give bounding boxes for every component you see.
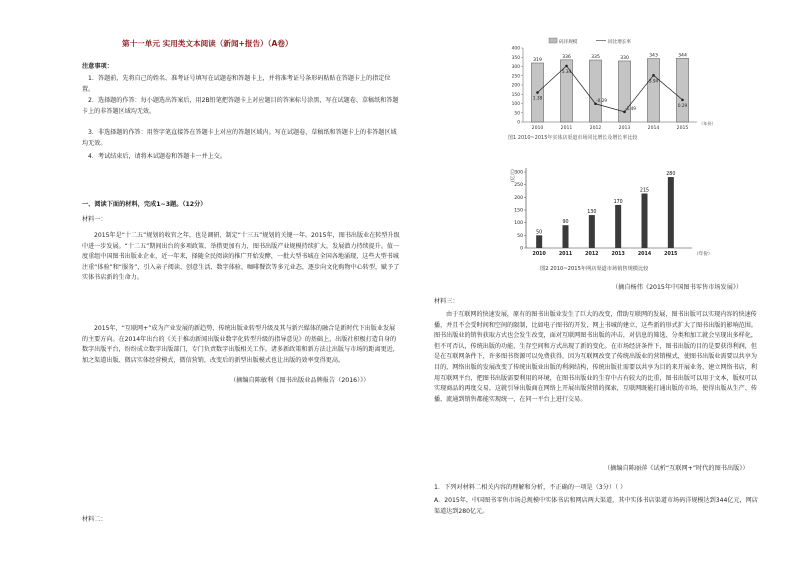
legend-swatch-bars — [549, 38, 557, 43]
y-tick-label: 200 — [514, 195, 523, 201]
y-tick-label: 200 — [511, 83, 520, 89]
y-tick-label: 400 — [511, 46, 520, 52]
bar-online-store — [589, 215, 595, 248]
material1-source: （摘编自陈敏利《图书出版业品牌报告（2016）》） — [230, 377, 370, 384]
question-1: 1．下列对材料二相关内容的理解和分析，不正确的一项是（3分）（ ） — [434, 484, 627, 491]
y-tick-label: 150 — [514, 208, 523, 214]
x-tick-label: 2012 — [585, 252, 599, 257]
bar-value-label: 215 — [639, 188, 650, 194]
x-axis-label: （年份） — [694, 252, 713, 257]
notice-3: 3．非选择题的作答：用签字笔直接答在答题卡上对应的答题区域内。写在试题卷、草稿纸和答题卡上的非答题区域均无效。 — [82, 129, 397, 147]
bar-value-label: 319 — [533, 57, 542, 63]
y-tick-label: 50 — [514, 111, 520, 117]
legend-label-bars: 码洋规模 — [559, 40, 578, 45]
chart-2-online-store — [504, 162, 714, 262]
question-1-option-a: A．2015年，中国图书零售市场总规模中实体书店和网店两大渠道，其中实体书店渠道市场码洋规模达到344亿元，网店渠道达到280亿元。 — [434, 497, 758, 515]
material2-source: （摘自杨伟《2015年中国图书零售市场发展》） — [612, 284, 743, 291]
material2-label: 材料二： — [82, 516, 107, 523]
growth-rate-label: 0.29 — [677, 102, 688, 108]
x-tick-label: 2013 — [611, 252, 625, 257]
growth-rate-point — [536, 91, 539, 94]
y-tick-label: 0 — [520, 246, 523, 252]
bar-online-store — [615, 205, 621, 248]
x-tick-label: 2015 — [664, 252, 678, 257]
y-tick-label: 300 — [511, 65, 520, 70]
notice-heading: 注意事项： — [82, 63, 113, 70]
bar-value-label: 50 — [536, 230, 543, 236]
growth-rate-label: 5.34 — [561, 68, 572, 74]
y-tick-label: 50 — [517, 233, 523, 239]
material3-source: （摘编自陈丽萍《试析“互联网+”时代的图书出版》） — [604, 465, 749, 472]
x-axis-label: （年份） — [699, 121, 716, 126]
bar-online-store — [668, 177, 674, 248]
material1-label: 材料一： — [82, 216, 107, 223]
legend-label-line: 同比增长率 — [608, 40, 631, 45]
bar-value-label: 90 — [562, 220, 569, 226]
material1-para2: 2015年，“互联网+”成为产业发展的新趋势，传统出版业转型升级及其与新兴媒体的融合是新时代下出版业发展的主要方向。在2014年出台的《关于推动新闻出版业数字化转型升级的指导意见》的基础上，出版社积极打造自身的数字出版平台，纷纷成立数字出版部门，专门负责数字出版相关工作。诸多新政策和新方法让出版与市场的距离更近，加之渠道出版、微店实体经营模式，微信营销，改变后的新型出版模式也让出版的效率变得更高。 — [82, 325, 399, 364]
growth-rate-point — [623, 111, 626, 114]
notice-2: 2．选择题的作答：每小题选出答案后，用2B铅笔把答题卡上对应题目的答案标号涂黑，写在试题卷、草稿纸和答题卡上的非答题区域均无效。 — [82, 97, 399, 115]
growth-rate-label: -0.29 — [596, 97, 607, 103]
material3-label: 材料三： — [434, 298, 459, 305]
growth-rate-point — [594, 102, 597, 105]
bar-value-label: 344 — [678, 53, 687, 59]
material1-para1: 2015年是“十二五”规划的收官之年，也是调研、制定“十三五”规划的关键一年。2015年，图书出版业在转型升级中进一步发展。“十二五”期间出台的多项政策、举措更加有力，图书出版产业规模持续扩大，发展潜力持续提升。值一度重组中国图书出版业企业，近一年来，择随全民阅读的推广开始发酵，一批大型书城在全国各地涌现，这些大型书城注重“体验”和“服务”，引入亲子阅读、创意生活、数字体验、咖啡餐饮等多元业态，逐步向文化购物中心转型，赋予了实体书店新的生命力。 — [82, 232, 400, 282]
y-tick-label: 0 — [517, 120, 520, 126]
y-tick-label: 350 — [511, 55, 520, 61]
bar-value-label: 336 — [562, 54, 571, 60]
y-tick-label: 250 — [514, 183, 523, 189]
growth-rate-label: -1.49 — [625, 105, 636, 111]
y-tick-label: 100 — [511, 102, 520, 107]
growth-rate-point — [652, 74, 655, 77]
bar-value-label: 130 — [587, 210, 597, 216]
x-tick-label: 2011 — [558, 252, 573, 257]
bar-value-label: 343 — [649, 53, 658, 59]
growth-rate-point — [681, 99, 684, 102]
bar-value-label: 170 — [613, 199, 623, 205]
section-heading: 一、阅读下面的材料，完成1~3题。（12分） — [82, 201, 207, 208]
x-tick-label: 2015 — [676, 126, 689, 131]
x-tick-label: 2010 — [532, 252, 546, 257]
y-tick-label: 300 — [514, 170, 523, 176]
bar-value-label: 335 — [591, 55, 600, 61]
x-tick-label: 2013 — [618, 126, 631, 131]
x-tick-label: 2010 — [531, 126, 544, 131]
notice-1: 1．答题前，先将自己的姓名、准考证号填写在试题卷和答题卡上，并将准考证号条形码粘贴在答题卡上的指定位置。 — [82, 75, 391, 93]
x-tick-label: 2014 — [637, 252, 652, 257]
y-tick-label: 100 — [514, 221, 523, 227]
bar-physical-store — [647, 59, 659, 122]
bar-value-label: 280 — [666, 172, 676, 178]
y-tick-label: 150 — [511, 92, 520, 98]
bar-online-store — [642, 194, 648, 248]
bar-physical-store — [589, 60, 601, 122]
y-axis-title: (亿元) — [511, 169, 516, 182]
doc-title: 第十一单元 实用类文本阅读（新闻+报告）（A卷） — [122, 39, 293, 48]
y-tick-label: 250 — [511, 74, 520, 80]
growth-rate-line — [538, 66, 683, 112]
figure-2-caption: 图2 2010~2015年网店渠道市场销售规模比较 — [540, 266, 649, 272]
material3-para: 由于互联网的快速发展，原有的图书出版业发生了巨大的改变，借助互联网的发展，图书出版可以实现内容的快速传播，并且不会受时间和空间的限制，比如电子图书的开发，网上书城的建立，这些新的形式扩大了图书出版的影响范围。图书出版业的销售获取方式也会发生改变，面对互联网图书出版的冲击，对信息的筛选、分类和加工就会呈现出多样化，但不可否认，传统出版的功能、生存空间和方式出现了新的变化。在市场经济条件下，图书出版的目的是要获得利润，但是在互联网条件下，许多图书资源可以免费获得，因为互联网改变了传统出版业的营销模式，使图书出版业需要以共享为目的，网络出版的发展改变了传统出版业出版的利润结构，传统出版社需要以共享为目的来开展业务，建立网络书店，利用互联网平台，把图书出版需要利用的环境，在图书出版业的生存中占有较大的比重，图书出版可以用于文本，版权可以实现商品的再度交易，这就引导出版商在网络上开展出版营销的探索，互联网既能打通出版的市场，使得出版从生产、传播、流通到销售都能实现统一，在同一平台上进行交易。 — [434, 311, 757, 403]
bar-online-store — [536, 235, 542, 248]
notice-4: 4．考试结束后，请将本试题卷和答题卡一并上交。 — [88, 153, 226, 160]
bar-online-store — [563, 225, 569, 248]
x-tick-label: 2012 — [589, 126, 602, 131]
bar-value-label: 330 — [620, 55, 629, 61]
x-tick-label: 2011 — [560, 126, 573, 131]
bar-physical-store — [676, 58, 688, 122]
growth-rate-point — [565, 65, 568, 68]
growth-rate-label: 3.94 — [648, 78, 659, 84]
x-tick-label: 2014 — [647, 126, 660, 131]
growth-rate-label: 1.38 — [532, 95, 543, 101]
figure-1-caption: 图1 2010~2015年实体店渠道市场同比增长及增长率比较 — [508, 135, 638, 141]
chart-1-physical-store — [501, 36, 716, 136]
